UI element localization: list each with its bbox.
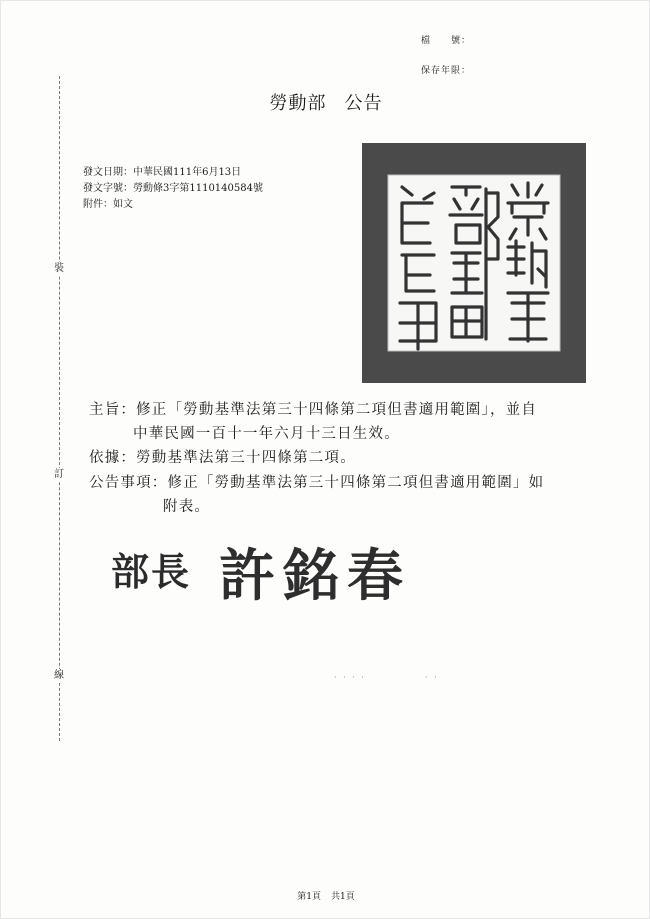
binding-char-zhuang: 裝 — [51, 262, 67, 276]
page-footer — [1, 889, 650, 902]
seal-icon — [362, 143, 586, 383]
binding-char-ding: 訂 — [51, 468, 67, 482]
page-total: 共1頁 — [331, 892, 355, 902]
page-number: 第1頁 — [297, 892, 321, 902]
binding-line — [59, 76, 60, 741]
attachment-note: 附件：如文 — [83, 199, 133, 210]
issue-number: 發文字號：勞動條3字第1110140584號 — [83, 183, 263, 194]
scan-speck: · · · · — [334, 673, 366, 682]
retention-label: 保存年限： — [420, 66, 471, 76]
notice-line-2: 附表。 — [163, 499, 211, 515]
notice-line-1: 公告事項：修正「勞動基準法第三十四條第二項但書適用範圍」如 — [89, 475, 545, 491]
document-type: 公告 — [344, 93, 383, 114]
scan-speck: · · — [425, 673, 439, 682]
binding-char-xian: 線 — [51, 669, 67, 683]
issue-date: 發文日期：中華民國111年6月13日 — [83, 167, 242, 178]
file-number-label: 檔 號： — [420, 36, 471, 46]
subject-line-2: 中華民國一百十一年六月十三日生效。 — [133, 426, 400, 442]
basis-line: 依據：勞動基準法第三十四條第二項。 — [89, 450, 356, 466]
signature-title: 部長 — [111, 549, 192, 594]
subject-line-1: 主旨：修正「勞動基準法第三十四條第二項但書適用範圍」，並自 — [89, 402, 538, 418]
signature-name: 許銘春 — [219, 543, 411, 609]
official-seal — [362, 143, 586, 383]
page-title — [1, 89, 650, 115]
agency-name: 勞動部 — [269, 93, 327, 114]
